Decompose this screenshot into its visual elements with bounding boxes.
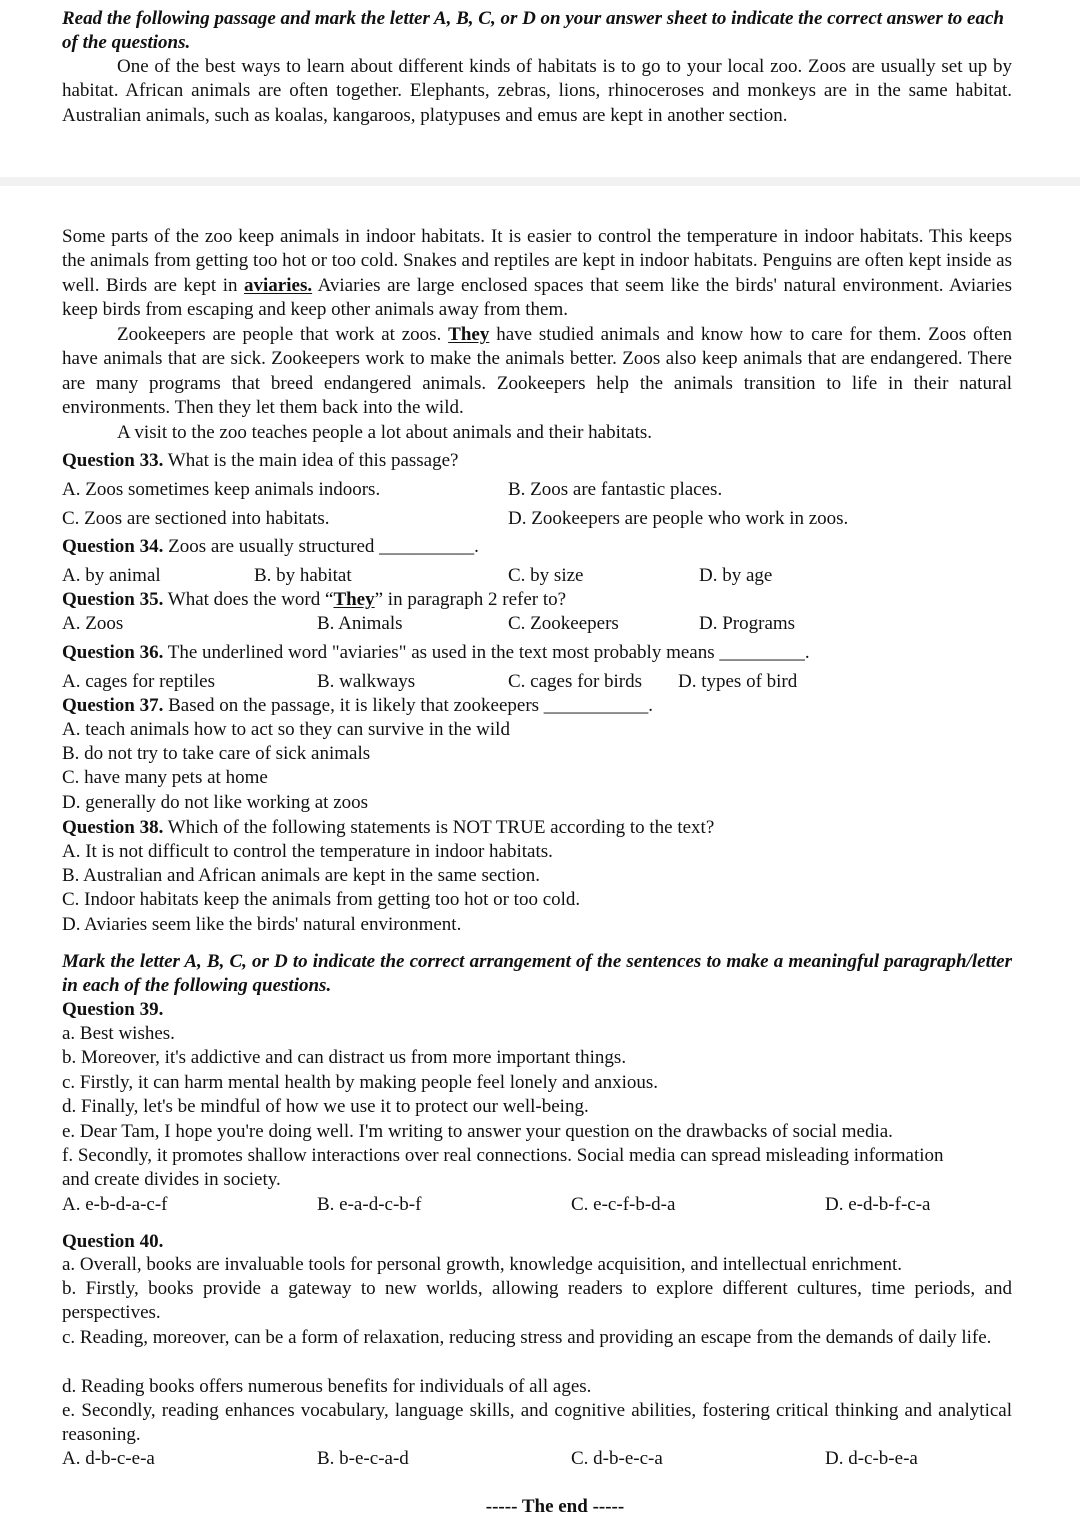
q40-item-b: b. Firstly, books provide a gateway to new worlds, allowing readers to explore different cultures, time periods, and perspectives. [62,1278,1012,1324]
question-35-text-before: What does the word “ [163,589,334,610]
question-40-label: Question 40. [62,1231,164,1252]
question-33 [62,449,458,473]
q39-option-c[interactable]: C. e-c-f-b-d-a [571,1194,676,1215]
question-34-options [62,563,1022,589]
q40-item-d: d. Reading books offers numerous benefits for individuals of all ages. [62,1376,592,1397]
q34-option-d[interactable]: D. by age [699,565,773,586]
question-38 [62,816,714,840]
question-39-label: Question 39. [62,999,164,1020]
q36-option-b[interactable]: B. walkways [317,671,416,692]
question-35-text-after: ” in paragraph 2 refer to? [374,589,567,610]
q39-item-d: d. Finally, let's be mindful of how we use it to protect our well-being. [62,1096,589,1117]
q33-option-c[interactable]: C. Zoos are sectioned into habitats. [62,508,330,529]
q39-item-f: f. Secondly, it promotes shallow interactions over real connections. Social media can spread misleading information and create divides in society. [62,1145,944,1191]
question-37 [62,694,653,718]
passage-paragraph-2 [62,225,1012,322]
arrangement-instruction: Mark the letter A, B, C, or D to indicate the correct arrangement of the sentences to make a meaningful paragraph/letter in each of the following questions. [62,951,1012,997]
passage-paragraph-4: A visit to the zoo teaches people a lot about animals and their habitats. [117,422,653,443]
question-34-label: Question 34. [62,536,164,557]
end-marker: ----- The end ----- [485,1496,625,1517]
question-33-text: What is the main idea of this passage? [163,450,459,471]
q40-option-c[interactable]: C. d-b-e-c-a [571,1448,663,1469]
question-35-underlined-word: They [333,589,375,610]
q35-option-a[interactable]: A. Zoos [62,613,124,634]
question-38-label: Question 38. [62,817,164,838]
q40-item-c: c. Reading, moreover, can be a form of relaxation, reducing stress and providing an escape from the demands of daily life. [62,1327,992,1348]
question-37-text: Based on the passage, it is likely that zookeepers ___________. [163,695,654,716]
question-35-options [62,611,1022,637]
q34-option-c[interactable]: C. by size [508,565,584,586]
question-34-text: Zoos are usually structured __________. [163,536,479,557]
q39-item-b: b. Moreover, it's addictive and can distract us from more important things. [62,1047,627,1068]
q39-item-a: a. Best wishes. [62,1023,175,1044]
q40-option-b[interactable]: B. b-e-c-a-d [317,1448,409,1469]
question-39-options [62,1192,1022,1218]
question-36 [62,641,810,665]
question-33-options-row-2 [62,506,1022,532]
question-33-options-row-1 [62,477,1022,503]
q38-option-c[interactable]: C. Indoor habitats keep the animals from getting too hot or too cold. [62,889,581,910]
q39-option-a[interactable]: A. e-b-d-a-c-f [62,1194,168,1215]
underlined-word-they: They [448,324,490,345]
passage-paragraph-1: One of the best ways to learn about different kinds of habitats is to go to your local zoo. Zoos are usually set up by habitat. African animals are often together. Elephants, zebras, lions, rhinoceroses and monkeys are in the same habitat. Australian animals, such as koalas, kangaroos, platypuses and emus are kept in another section. [62,56,1012,126]
question-36-options [62,669,1022,695]
question-34 [62,535,479,559]
q36-option-d[interactable]: D. types of bird [678,671,798,692]
q35-option-b[interactable]: B. Animals [317,613,403,634]
q39-option-d[interactable]: D. e-d-b-f-c-a [825,1194,931,1215]
q38-option-a[interactable]: A. It is not difficult to control the temperature in indoor habitats. [62,841,553,862]
p3-text-before: Zookeepers are people that work at zoos. [117,324,449,345]
q39-option-b[interactable]: B. e-a-d-c-b-f [317,1194,422,1215]
q40-option-a[interactable]: A. d-b-c-e-a [62,1448,155,1469]
q33-option-a[interactable]: A. Zoos sometimes keep animals indoors. [62,479,381,500]
reading-instruction: Read the following passage and mark the letter A, B, C, or D on your answer sheet to indicate the correct answer to each of the questions. [62,8,1004,54]
q35-option-d[interactable]: D. Programs [699,613,796,634]
p2-text-after: Aviaries are large enclosed spaces that seem like the birds' natural environment. Aviaries keep birds from escaping and keep other animals away from them. [62,274,1012,320]
question-40-options [62,1446,1022,1472]
q35-option-c[interactable]: C. Zookeepers [508,613,619,634]
question-36-text: The underlined word "aviaries" as used in the text most probably means _________. [163,642,810,663]
question-33-label: Question 33. [62,450,164,471]
q33-option-d[interactable]: D. Zookeepers are people who work in zoos. [508,508,849,529]
question-35-label: Question 35. [62,589,164,610]
question-38-text: Which of the following statements is NOT TRUE according to the text? [163,817,715,838]
question-36-label: Question 36. [62,642,164,663]
q38-option-d[interactable]: D. Aviaries seem like the birds' natural environment. [62,914,462,935]
q34-option-a[interactable]: A. by animal [62,565,161,586]
passage-paragraph-3 [62,323,1012,420]
question-37-label: Question 37. [62,695,164,716]
q37-option-a[interactable]: A. teach animals how to act so they can survive in the wild [62,719,510,740]
p3-text-after: have studied animals and know how to care for them. Zoos often have animals that are sick. Zookeepers work to make the animals better. Zoos also keep animals that are endangered. There are many programs that breed endangered animals. Zookeepers help the animals transition to life in their natural environments. Then they let them back into the wild. [62,324,1012,418]
q37-option-d[interactable]: D. generally do not like working at zoos [62,792,369,813]
underlined-word-aviaries: aviaries. [244,274,313,296]
q34-option-b[interactable]: B. by habitat [254,565,352,586]
q39-item-e: e. Dear Tam, I hope you're doing well. I'm writing to answer your question on the drawbacks of social media. [62,1121,893,1142]
q36-option-a[interactable]: A. cages for reptiles [62,671,215,692]
q36-option-c[interactable]: C. cages for birds [508,671,643,692]
q37-option-c[interactable]: C. have many pets at home [62,767,268,788]
q40-item-a: a. Overall, books are invaluable tools for personal growth, knowledge acquisition, and intellectual enrichment. [62,1254,902,1275]
q40-item-e: e. Secondly, reading enhances vocabulary, language skills, and cognitive abilities, fostering critical thinking and analytical reasoning. [62,1400,1012,1446]
page-divider [0,177,1080,186]
q37-option-b[interactable]: B. do not try to take care of sick animals [62,743,371,764]
q40-option-d[interactable]: D. d-c-b-e-a [825,1448,918,1469]
p2-text-before: Some parts of the zoo keep animals in indoor habitats. It is easier to control the temperature in indoor habitats. This keeps the animals from getting too hot or too cold. Snakes and reptiles are kept in indoor habitats. Penguins are often kept inside as well. Birds are kept in [62,226,1012,296]
q39-item-c: c. Firstly, it can harm mental health by making people feel lonely and anxious. [62,1072,659,1093]
q33-option-b[interactable]: B. Zoos are fantastic places. [508,479,723,500]
question-35 [62,588,566,612]
q38-option-b[interactable]: B. Australian and African animals are kept in the same section. [62,865,541,886]
